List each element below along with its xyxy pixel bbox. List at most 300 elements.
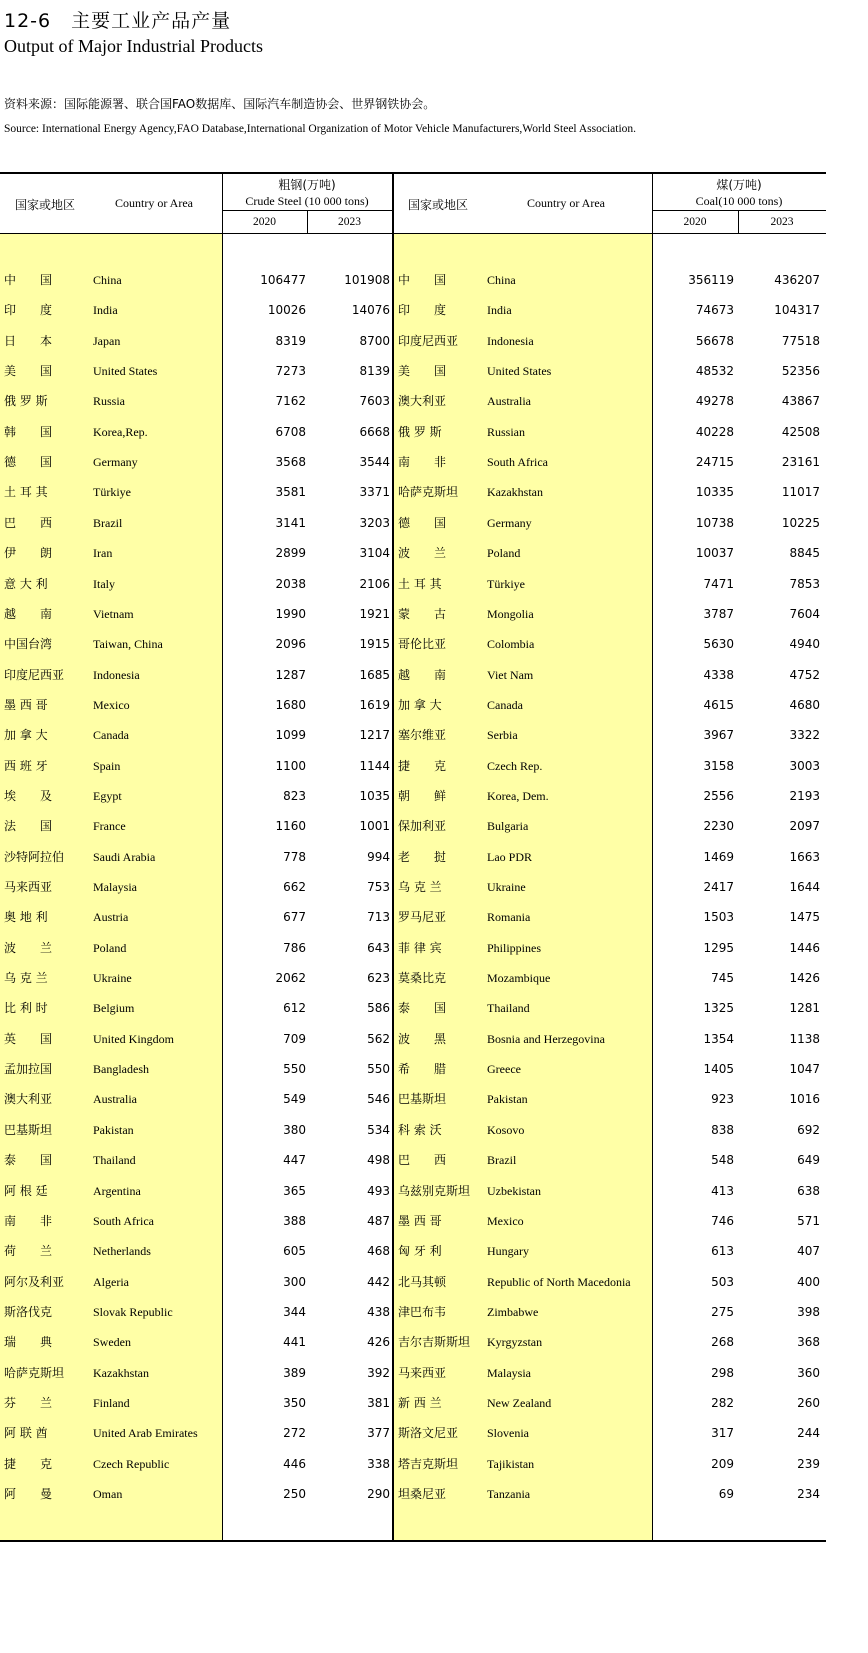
- value-2023: 550: [367, 1062, 390, 1077]
- country-name-en: Republic of North Macedonia: [487, 1274, 631, 1289]
- table-row: [0, 417, 392, 447]
- table-row: [394, 690, 826, 720]
- value-2023: 438: [367, 1304, 390, 1319]
- value-2023: 42508: [781, 424, 820, 439]
- value-2023: 4752: [789, 667, 820, 682]
- country-name-cn: 西 班 牙: [4, 758, 48, 773]
- table-row: [394, 660, 826, 690]
- country-name-cn: 巴基斯坦: [398, 1092, 447, 1107]
- table-row: [394, 569, 826, 599]
- value-2020: 69: [718, 1487, 734, 1501]
- table-row: [394, 417, 826, 447]
- country-name-cn: 阿 曼: [4, 1487, 53, 1501]
- value-2023: 1619: [359, 697, 390, 712]
- country-name-en: Germany: [487, 515, 532, 530]
- table-row: [394, 1358, 826, 1388]
- value-2020: 106477: [260, 273, 306, 287]
- value-2023: 381: [367, 1395, 390, 1410]
- value-2020: 10026: [267, 303, 306, 318]
- value-2020: 612: [283, 1001, 306, 1016]
- country-name-en: Indonesia: [487, 333, 534, 348]
- coal-en: Coal(10 000 tons): [695, 194, 783, 208]
- country-name-en: Türkiye: [487, 576, 525, 591]
- value-2023: 562: [367, 1031, 390, 1046]
- table-row: [0, 569, 392, 599]
- value-2023: 623: [367, 971, 390, 986]
- country-name-cn: 中 国: [4, 273, 53, 287]
- country-name-cn: 波 黑: [398, 1031, 447, 1046]
- table-row: [394, 993, 826, 1023]
- crude-steel-cn: 粗钢(万吨): [278, 178, 336, 192]
- value-2020: 1325: [703, 1001, 734, 1016]
- data-table: [0, 172, 826, 1542]
- value-2023: 649: [797, 1153, 820, 1168]
- value-2020: 388: [283, 1213, 306, 1228]
- col-header-year-2020: 2020: [683, 216, 707, 228]
- value-2023: 3203: [359, 515, 390, 530]
- source-note-en: Source: International Energy Agency,FAO Database,International Organization of Motor Vehicle Manufacturers,World Steel Association.: [4, 123, 637, 135]
- country-name-en: Colombia: [487, 637, 535, 652]
- country-name-en: Poland: [487, 546, 521, 561]
- country-name-en: Pakistan: [487, 1092, 528, 1107]
- country-name-en: Brazil: [93, 515, 123, 530]
- table-row: [394, 872, 826, 902]
- table-row: [394, 1449, 826, 1479]
- col-header-country-en: Country or Area: [527, 196, 605, 210]
- value-2020: 56678: [695, 333, 734, 348]
- crude-steel-en: Crude Steel (10 000 tons): [245, 194, 369, 208]
- value-2020: 2062: [275, 971, 306, 986]
- value-2020: 3158: [703, 758, 734, 773]
- value-2020: 272: [283, 1426, 306, 1441]
- value-2020: 48532: [695, 364, 734, 379]
- country-name-en: Sweden: [93, 1335, 131, 1350]
- table-row: [394, 1145, 826, 1175]
- table-row: [394, 902, 826, 932]
- value-2020: 298: [711, 1365, 734, 1380]
- table-row: [394, 963, 826, 993]
- table-row: [394, 386, 826, 416]
- country-name-en: Kyrgyzstan: [487, 1335, 543, 1350]
- country-name-cn: 伊 朗: [4, 546, 53, 561]
- col-header-year-2023: 2023: [338, 216, 361, 228]
- country-name-cn: 埃 及: [4, 788, 53, 803]
- value-2023: 1138: [789, 1031, 820, 1046]
- table-row: [394, 781, 826, 811]
- country-name-en: Indonesia: [93, 667, 140, 682]
- value-2020: 2899: [275, 546, 306, 561]
- value-2020: 389: [283, 1365, 306, 1380]
- value-2020: 446: [283, 1456, 306, 1471]
- value-2020: 49278: [695, 394, 734, 409]
- value-2020: 2096: [275, 637, 306, 652]
- country-name-cn: 塔吉克斯坦: [398, 1456, 459, 1471]
- country-name-en: Kosovo: [487, 1122, 525, 1137]
- value-2020: 10738: [695, 515, 734, 530]
- value-2020: 3141: [275, 515, 306, 530]
- country-name-en: Pakistan: [93, 1122, 134, 1137]
- value-2020: 923: [711, 1092, 734, 1107]
- country-name-en: Taiwan, China: [93, 637, 163, 652]
- value-2023: 1001: [359, 819, 390, 834]
- value-2023: 1446: [789, 940, 820, 955]
- country-name-en: Mozambique: [487, 971, 551, 986]
- country-name-en: Kazakhstan: [487, 485, 543, 500]
- country-name-cn: 阿 联 酋: [4, 1426, 48, 1441]
- value-2023: 3003: [789, 758, 820, 773]
- value-2020: 2556: [703, 788, 734, 803]
- country-name-cn: 哥伦比亚: [398, 637, 447, 652]
- country-name-cn: 塞尔维亚: [398, 728, 447, 743]
- table-row: [394, 1115, 826, 1145]
- table-row: [394, 811, 826, 841]
- country-name-cn: 捷 克: [4, 1456, 53, 1471]
- country-name-cn: 德 国: [398, 515, 447, 530]
- country-name-cn: 越 南: [4, 606, 53, 621]
- country-name-cn: 斯洛文尼亚: [398, 1426, 459, 1441]
- country-name-cn: 印度尼西亚: [398, 333, 459, 348]
- value-2023: 6668: [359, 424, 390, 439]
- table-row: [0, 356, 392, 386]
- country-name-cn: 朝 鲜: [398, 788, 447, 803]
- col-header-year-2023: 2023: [770, 216, 794, 228]
- value-2020: 5630: [703, 637, 734, 652]
- table-row: [394, 751, 826, 781]
- value-2020: 549: [283, 1092, 306, 1107]
- coal-panel: [394, 174, 826, 1540]
- table-row: [0, 842, 392, 872]
- value-2023: 1475: [789, 910, 820, 925]
- table-row: [394, 356, 826, 386]
- country-name-en: South Africa: [487, 455, 548, 470]
- country-name-cn: 法 国: [4, 819, 53, 834]
- value-2023: 14076: [351, 303, 390, 318]
- country-name-en: Australia: [487, 394, 531, 409]
- table-row: [394, 1267, 826, 1297]
- table-row: [0, 963, 392, 993]
- value-2023: 260: [797, 1395, 820, 1410]
- value-2020: 8319: [275, 333, 306, 348]
- value-2020: 1287: [275, 667, 306, 682]
- value-2020: 1503: [703, 910, 734, 925]
- country-name-cn: 巴 西: [4, 515, 53, 530]
- table-row: [0, 1449, 392, 1479]
- country-name-cn: 菲 律 宾: [398, 940, 442, 955]
- table-row: [394, 1206, 826, 1236]
- country-name-en: Germany: [93, 455, 138, 470]
- country-name-en: Tajikistan: [487, 1456, 535, 1471]
- value-2020: 209: [711, 1456, 734, 1471]
- country-name-en: Romania: [487, 910, 531, 925]
- value-2023: 426: [367, 1335, 390, 1350]
- country-name-en: Russian: [487, 424, 526, 439]
- country-name-en: South Africa: [93, 1213, 154, 1228]
- table-row: [394, 1054, 826, 1084]
- value-2023: 753: [367, 880, 390, 894]
- country-name-en: Lao PDR: [487, 849, 532, 864]
- country-name-en: Mexico: [487, 1213, 524, 1228]
- country-name-en: Zimbabwe: [487, 1304, 539, 1319]
- value-2023: 101908: [344, 273, 390, 287]
- table-row: [394, 599, 826, 629]
- country-name-cn: 阿尔及利亚: [4, 1274, 65, 1289]
- country-name-en: Malaysia: [487, 1365, 531, 1380]
- table-row: [0, 1084, 392, 1114]
- country-name-en: Vietnam: [93, 606, 134, 621]
- value-2023: 546: [367, 1092, 390, 1107]
- value-2023: 994: [367, 849, 390, 864]
- country-name-en: Spain: [93, 758, 121, 773]
- country-name-cn: 匈 牙 利: [398, 1244, 442, 1259]
- table-row: [0, 326, 392, 356]
- value-2023: 586: [367, 1001, 390, 1016]
- value-2023: 10225: [781, 515, 820, 530]
- country-name-en: Tanzania: [487, 1487, 531, 1501]
- country-name-cn: 土 耳 其: [398, 576, 442, 591]
- country-name-en: Mexico: [93, 697, 130, 712]
- table-row: [0, 1206, 392, 1236]
- country-name-cn: 俄 罗 斯: [398, 424, 442, 439]
- table-row: [0, 902, 392, 932]
- country-name-cn: 巴 西: [398, 1153, 447, 1168]
- coal-cn: 煤(万吨): [716, 178, 762, 192]
- value-2020: 7471: [703, 576, 734, 591]
- country-name-en: Thailand: [93, 1153, 136, 1168]
- value-2020: 74673: [695, 303, 734, 318]
- country-name-en: Brazil: [487, 1153, 517, 1168]
- table-row: [394, 933, 826, 963]
- country-name-cn: 蒙 古: [398, 606, 447, 621]
- value-2020: 282: [711, 1395, 734, 1410]
- col-header-crude-steel: [222, 177, 392, 209]
- value-2023: 234: [797, 1487, 820, 1501]
- country-name-cn: 美 国: [398, 364, 447, 379]
- value-2020: 2417: [703, 880, 734, 894]
- value-2020: 1160: [275, 819, 306, 834]
- value-2023: 498: [367, 1153, 390, 1168]
- value-2023: 77518: [781, 333, 820, 348]
- value-2020: 677: [283, 910, 306, 925]
- value-2020: 3581: [275, 485, 306, 500]
- crude-steel-panel: [0, 174, 392, 1540]
- country-name-cn: 澳大利亚: [398, 394, 447, 409]
- country-name-cn: 美 国: [4, 364, 53, 379]
- table-row: [0, 1115, 392, 1145]
- group-header-rule: [222, 210, 392, 211]
- country-name-cn: 南 非: [398, 455, 447, 470]
- table-row: [0, 599, 392, 629]
- table-row: [0, 265, 392, 295]
- country-name-cn: 中国台湾: [4, 637, 53, 652]
- value-2020: 356119: [688, 273, 734, 287]
- value-2020: 4615: [703, 697, 734, 712]
- value-2020: 1100: [275, 758, 306, 773]
- table-row: [394, 1297, 826, 1327]
- country-name-cn: 印 度: [398, 303, 447, 318]
- source-note-cn: 资料来源：国际能源署、联合国FAO数据库、国际汽车制造协会、世界钢铁协会。: [4, 97, 436, 111]
- table-row: [0, 720, 392, 750]
- table-row: [0, 508, 392, 538]
- country-name-en: Slovak Republic: [93, 1304, 173, 1319]
- table-row: [0, 1054, 392, 1084]
- value-2023: 1035: [359, 788, 390, 803]
- country-name-en: Malaysia: [93, 880, 137, 894]
- country-name-en: France: [93, 819, 126, 834]
- value-2023: 692: [797, 1122, 820, 1137]
- table-row: [394, 1327, 826, 1357]
- table-row: [394, 1236, 826, 1266]
- country-name-cn: 瑞 典: [4, 1335, 53, 1350]
- country-name-en: Czech Republic: [93, 1456, 170, 1471]
- value-2020: 10335: [695, 485, 734, 500]
- country-name-cn: 泰 国: [4, 1153, 53, 1168]
- value-2020: 1354: [703, 1031, 734, 1046]
- value-2023: 1047: [789, 1062, 820, 1077]
- value-2023: 338: [367, 1456, 390, 1471]
- value-2020: 2038: [275, 576, 306, 591]
- country-name-cn: 新 西 兰: [398, 1395, 442, 1410]
- country-name-en: Russia: [93, 394, 126, 409]
- country-name-en: Poland: [93, 940, 127, 955]
- country-name-cn: 韩 国: [4, 424, 53, 439]
- table-row: [0, 660, 392, 690]
- table-row: [394, 1024, 826, 1054]
- value-2023: 1663: [789, 849, 820, 864]
- country-name-en: Egypt: [93, 788, 122, 803]
- table-row: [394, 295, 826, 325]
- value-2020: 1990: [275, 606, 306, 621]
- table-row: [0, 690, 392, 720]
- country-name-en: Argentina: [93, 1183, 141, 1198]
- value-2023: 7603: [359, 394, 390, 409]
- country-name-en: United Kingdom: [93, 1031, 174, 1046]
- country-name-en: Australia: [93, 1092, 137, 1107]
- page-title-cn: 12-6 主要工业产品产量: [4, 10, 232, 32]
- country-name-en: Korea, Dem.: [487, 788, 549, 803]
- country-name-en: Thailand: [487, 1001, 530, 1016]
- value-2020: 745: [711, 971, 734, 986]
- value-2023: 400: [797, 1274, 820, 1289]
- table-row: [394, 1084, 826, 1114]
- value-2020: 350: [283, 1395, 306, 1410]
- country-name-cn: 墨 西 哥: [4, 697, 48, 712]
- value-2023: 290: [367, 1487, 390, 1501]
- value-2020: 3568: [275, 455, 306, 470]
- country-name-cn: 德 国: [4, 455, 53, 470]
- country-name-cn: 泰 国: [398, 1001, 447, 1016]
- value-2023: 436207: [774, 273, 820, 287]
- country-name-en: Oman: [93, 1487, 123, 1501]
- col-header-country-en: Country or Area: [115, 196, 193, 210]
- value-2020: 380: [283, 1122, 306, 1137]
- value-2023: 244: [797, 1426, 820, 1441]
- country-name-cn: 越 南: [398, 667, 447, 682]
- country-name-en: Bulgaria: [487, 819, 529, 834]
- table-row: [394, 1418, 826, 1448]
- country-name-cn: 印 度: [4, 303, 53, 318]
- value-2020: 40228: [695, 424, 734, 439]
- table-row: [394, 1479, 826, 1509]
- country-name-cn: 荷 兰: [4, 1244, 53, 1259]
- value-2023: 1281: [789, 1001, 820, 1016]
- value-2023: 377: [367, 1426, 390, 1441]
- country-name-cn: 科 索 沃: [398, 1122, 442, 1137]
- country-name-cn: 孟加拉国: [4, 1062, 53, 1077]
- value-2020: 6708: [275, 424, 306, 439]
- value-2023: 2097: [789, 819, 820, 834]
- table-row: [0, 538, 392, 568]
- value-2023: 398: [797, 1304, 820, 1319]
- value-2023: 239: [797, 1456, 820, 1471]
- value-2020: 786: [283, 940, 306, 955]
- country-name-en: Kazakhstan: [93, 1365, 149, 1380]
- country-name-en: Italy: [93, 576, 115, 591]
- value-2020: 24715: [695, 455, 734, 470]
- value-2023: 407: [797, 1244, 820, 1259]
- country-name-cn: 莫桑比克: [398, 971, 447, 986]
- table-row: [0, 1327, 392, 1357]
- table-row: [0, 993, 392, 1023]
- value-2020: 1295: [703, 940, 734, 955]
- value-2020: 275: [711, 1304, 734, 1319]
- country-name-en: Greece: [487, 1062, 521, 1077]
- table-row: [0, 872, 392, 902]
- country-name-cn: 北马其顿: [398, 1274, 447, 1289]
- table-row: [394, 629, 826, 659]
- value-2020: 413: [711, 1183, 734, 1198]
- table-row: [0, 1176, 392, 1206]
- value-2023: 1016: [789, 1092, 820, 1107]
- value-2023: 1685: [359, 667, 390, 682]
- country-name-en: China: [487, 273, 516, 287]
- value-2023: 468: [367, 1244, 390, 1259]
- table-row: [0, 1418, 392, 1448]
- country-name-cn: 哈萨克斯坦: [398, 485, 459, 500]
- country-name-cn: 老 挝: [398, 849, 447, 864]
- table-row: [0, 386, 392, 416]
- value-2020: 1405: [703, 1062, 734, 1077]
- table-row: [394, 1388, 826, 1418]
- value-2020: 1469: [703, 849, 734, 864]
- value-2023: 638: [797, 1183, 820, 1198]
- value-2020: 823: [283, 788, 306, 803]
- country-name-cn: 英 国: [4, 1031, 53, 1046]
- value-2023: 360: [797, 1365, 820, 1380]
- table-row: [0, 477, 392, 507]
- country-name-cn: 土 耳 其: [4, 485, 48, 500]
- table-row: [0, 1358, 392, 1388]
- value-2020: 746: [711, 1213, 734, 1228]
- value-2020: 613: [711, 1244, 734, 1259]
- table-row: [394, 508, 826, 538]
- country-name-en: Viet Nam: [487, 667, 534, 682]
- value-2020: 838: [711, 1122, 734, 1137]
- country-name-cn: 中 国: [398, 273, 447, 287]
- table-row: [0, 1297, 392, 1327]
- value-2020: 709: [283, 1031, 306, 1046]
- col-header-country-cn: 国家或地区: [408, 198, 469, 212]
- country-name-en: Slovenia: [487, 1426, 529, 1441]
- country-name-en: Iran: [93, 546, 113, 561]
- table-row: [394, 720, 826, 750]
- country-name-cn: 芬 兰: [4, 1395, 53, 1410]
- country-name-cn: 津巴布韦: [398, 1304, 447, 1319]
- value-2023: 43867: [781, 394, 820, 409]
- value-2023: 1426: [789, 971, 820, 986]
- value-2023: 493: [367, 1183, 390, 1198]
- value-2023: 534: [367, 1122, 390, 1137]
- value-2023: 4940: [789, 637, 820, 652]
